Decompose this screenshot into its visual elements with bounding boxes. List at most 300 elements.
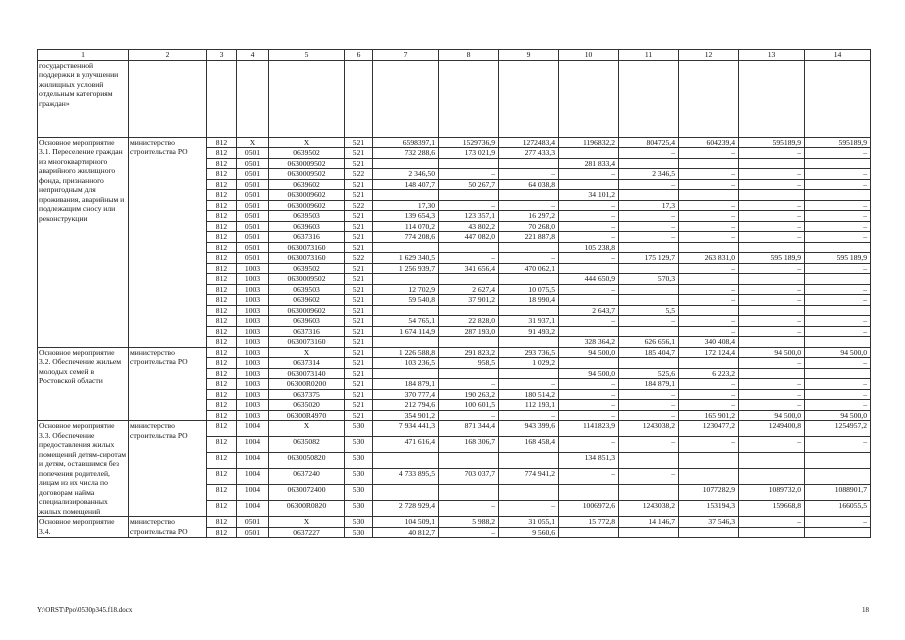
table-cell: 06300R4970: [269, 410, 345, 421]
table-cell: 1004: [237, 437, 269, 453]
table-cell: 530: [345, 501, 373, 517]
table-cell: 812: [207, 501, 237, 517]
table-cell: [679, 242, 739, 253]
table-cell: [739, 190, 805, 201]
table-cell: [373, 305, 439, 316]
table-cell: –: [679, 326, 739, 337]
table-cell: 812: [207, 148, 237, 159]
empty-cell: [439, 60, 499, 137]
table-cell: 10 075,5: [499, 284, 559, 295]
table-cell: –: [559, 284, 619, 295]
table-cell: 328 364,2: [559, 337, 619, 348]
table-cell: 570,3: [619, 274, 679, 285]
table-cell: [805, 337, 871, 348]
empty-cell: [129, 60, 207, 137]
table-cell: 521: [345, 379, 373, 390]
table-cell: [619, 326, 679, 337]
table-cell: [499, 337, 559, 348]
table-cell: –: [499, 169, 559, 180]
table-cell: [373, 337, 439, 348]
table-cell: –: [559, 469, 619, 485]
table-cell: –: [739, 221, 805, 232]
table-cell: 0639602: [269, 179, 345, 190]
table-cell: [559, 263, 619, 274]
table-cell: –: [739, 179, 805, 190]
table-cell: 595189,9: [805, 137, 871, 148]
table-cell: 166055,5: [805, 501, 871, 517]
table-cell: 168 458,4: [499, 437, 559, 453]
program-name-continuation: государственной поддержки в улучшении жилищных условий отдельным категориям граждан»: [38, 60, 129, 137]
table-cell: 0630009502: [269, 158, 345, 169]
table-cell: 1 226 588,8: [373, 347, 439, 358]
table-cell: [559, 527, 619, 538]
table-cell: –: [679, 148, 739, 159]
table-cell: 263 831,0: [679, 253, 739, 264]
table-cell: 812: [207, 295, 237, 306]
table-cell: [373, 274, 439, 285]
table-cell: –: [619, 389, 679, 400]
table-cell: 1004: [237, 485, 269, 501]
table-cell: [619, 284, 679, 295]
table-cell: 9 560,6: [499, 527, 559, 538]
table-cell: –: [619, 232, 679, 243]
table-cell: [559, 148, 619, 159]
table-cell: 06300R0200: [269, 379, 345, 390]
table-cell: –: [739, 379, 805, 390]
table-cell: –: [619, 469, 679, 485]
table-cell: 0630009602: [269, 200, 345, 211]
table-cell: 521: [345, 337, 373, 348]
column-header: 4: [237, 50, 269, 61]
table-cell: 54 765,1: [373, 316, 439, 327]
table-cell: –: [559, 379, 619, 390]
table-cell: 1003: [237, 389, 269, 400]
table-cell: 812: [207, 389, 237, 400]
table-cell: [805, 190, 871, 201]
table-cell: –: [559, 169, 619, 180]
table-cell: 0635020: [269, 400, 345, 411]
table-cell: –: [679, 211, 739, 222]
table-cell: 0639502: [269, 263, 345, 274]
column-header: 10: [559, 50, 619, 61]
activity-name: Основное мероприятие 3.3. Обеспечение предоставления жилых помещений детям-сиротам и детям, оставшимся без попечения родителей, лицам из их числа по договорам найма специализированных жилых помещений: [38, 421, 129, 517]
table-cell: 12 702,9: [373, 284, 439, 295]
table-cell: [739, 158, 805, 169]
table-cell: 522: [345, 200, 373, 211]
table-cell: –: [679, 379, 739, 390]
table-cell: 1004: [237, 453, 269, 469]
table-cell: 470 062,1: [499, 263, 559, 274]
table-cell: [679, 453, 739, 469]
table-cell: [559, 326, 619, 337]
table-cell: 212 794,6: [373, 400, 439, 411]
table-cell: 15 772,8: [559, 517, 619, 528]
table-cell: [679, 190, 739, 201]
table-cell: –: [499, 253, 559, 264]
table-cell: 4 733 895,5: [373, 469, 439, 485]
table-row: [38, 137, 871, 148]
table-cell: 0501: [237, 158, 269, 169]
table-cell: 812: [207, 200, 237, 211]
table-cell: –: [739, 169, 805, 180]
table-cell: 0501: [237, 253, 269, 264]
table-cell: –: [679, 232, 739, 243]
table-cell: 06300R0820: [269, 501, 345, 517]
table-cell: 703 037,7: [439, 469, 499, 485]
table-cell: 958,5: [439, 358, 499, 369]
table-cell: 604239,4: [679, 137, 739, 148]
table-cell: 172 124,4: [679, 347, 739, 358]
table-cell: 0501: [237, 242, 269, 253]
table-cell: 94 500,0: [739, 410, 805, 421]
table-cell: 2 346,50: [373, 169, 439, 180]
column-header: 3: [207, 50, 237, 61]
table-cell: 812: [207, 326, 237, 337]
table-cell: X: [269, 517, 345, 528]
table-cell: [439, 337, 499, 348]
table-cell: 812: [207, 137, 237, 148]
table-cell: 2 643,7: [559, 305, 619, 316]
table-cell: 105 238,8: [559, 242, 619, 253]
table-cell: –: [805, 400, 871, 411]
table-cell: [439, 274, 499, 285]
table-cell: 0639603: [269, 221, 345, 232]
table-cell: 114 070,2: [373, 221, 439, 232]
table-cell: [439, 242, 499, 253]
table-cell: 0630073160: [269, 337, 345, 348]
table-cell: 37 901,2: [439, 295, 499, 306]
table-cell: 293 736,5: [499, 347, 559, 358]
table-cell: 1003: [237, 263, 269, 274]
table-cell: 1272483,4: [499, 137, 559, 148]
table-cell: 43 802,2: [439, 221, 499, 232]
table-cell: 0501: [237, 200, 269, 211]
column-header: 9: [499, 50, 559, 61]
table-cell: –: [679, 295, 739, 306]
table-cell: –: [559, 410, 619, 421]
table-cell: –: [805, 263, 871, 274]
table-cell: [559, 295, 619, 306]
table-cell: –: [805, 179, 871, 190]
table-cell: [805, 527, 871, 538]
table-cell: 812: [207, 358, 237, 369]
table-cell: –: [739, 211, 805, 222]
table-cell: –: [439, 379, 499, 390]
table-cell: 16 297,2: [499, 211, 559, 222]
table-cell: 1077282,9: [679, 485, 739, 501]
table-cell: 1089732,0: [739, 485, 805, 501]
table-cell: 0630009602: [269, 305, 345, 316]
table-cell: 521: [345, 316, 373, 327]
table-cell: 812: [207, 221, 237, 232]
table-cell: 0637314: [269, 358, 345, 369]
table-cell: –: [619, 211, 679, 222]
table-cell: –: [739, 284, 805, 295]
table-cell: –: [805, 316, 871, 327]
table-cell: 153194,3: [679, 501, 739, 517]
table-cell: 812: [207, 158, 237, 169]
table-cell: 1 629 340,5: [373, 253, 439, 264]
table-cell: 184 879,1: [619, 379, 679, 390]
table-cell: –: [679, 221, 739, 232]
table-cell: [739, 469, 805, 485]
table-cell: 70 268,0: [499, 221, 559, 232]
table-cell: 1003: [237, 347, 269, 358]
table-cell: 17,30: [373, 200, 439, 211]
table-cell: 0639503: [269, 284, 345, 295]
table-cell: 5 988,2: [439, 517, 499, 528]
table-cell: 812: [207, 179, 237, 190]
table-cell: –: [805, 221, 871, 232]
table-cell: 0637240: [269, 469, 345, 485]
table-cell: 812: [207, 517, 237, 528]
table-cell: 0501: [237, 517, 269, 528]
table-cell: [439, 368, 499, 379]
table-cell: 812: [207, 316, 237, 327]
table-cell: 521: [345, 137, 373, 148]
table-cell: –: [679, 263, 739, 274]
table-cell: 6598397,1: [373, 137, 439, 148]
table-cell: –: [619, 410, 679, 421]
column-header: 5: [269, 50, 345, 61]
table-row: [38, 347, 871, 358]
table-cell: –: [559, 437, 619, 453]
table-cell: 774 208,6: [373, 232, 439, 243]
table-cell: 17,3: [619, 200, 679, 211]
table-cell: X: [269, 137, 345, 148]
table-cell: –: [805, 389, 871, 400]
table-cell: [619, 358, 679, 369]
table-cell: 0639503: [269, 211, 345, 222]
table-cell: [679, 305, 739, 316]
table-cell: 1088901,7: [805, 485, 871, 501]
table-cell: 812: [207, 337, 237, 348]
table-cell: 812: [207, 169, 237, 180]
footer-file-path: Y:\ORST\Ppo\0530p345.f18.docx: [37, 606, 133, 614]
table-cell: 521: [345, 389, 373, 400]
table-cell: [805, 242, 871, 253]
empty-cell: [207, 60, 237, 137]
table-cell: –: [739, 232, 805, 243]
table-cell: 340 408,4: [679, 337, 739, 348]
table-cell: 521: [345, 295, 373, 306]
table-cell: 0639603: [269, 316, 345, 327]
table-cell: 732 288,6: [373, 148, 439, 159]
table-cell: –: [619, 221, 679, 232]
table-cell: [679, 527, 739, 538]
table-cell: [619, 527, 679, 538]
table-cell: 1 674 114,9: [373, 326, 439, 337]
table-cell: [619, 242, 679, 253]
table-cell: 812: [207, 190, 237, 201]
table-cell: 104 509,1: [373, 517, 439, 528]
table-cell: –: [439, 169, 499, 180]
table-cell: 521: [345, 274, 373, 285]
table-cell: [559, 358, 619, 369]
table-cell: 943 399,6: [499, 421, 559, 437]
table-cell: 0501: [237, 190, 269, 201]
empty-cell: [499, 60, 559, 137]
table-row: [38, 517, 871, 528]
table-cell: [373, 453, 439, 469]
table-cell: 530: [345, 421, 373, 437]
table-cell: 530: [345, 453, 373, 469]
table-cell: –: [439, 200, 499, 211]
table-cell: 159668,8: [739, 501, 805, 517]
table-cell: 521: [345, 368, 373, 379]
table-cell: 37 546,3: [679, 517, 739, 528]
table-cell: 0635082: [269, 437, 345, 453]
table-cell: 0630050820: [269, 453, 345, 469]
table-cell: 812: [207, 527, 237, 538]
table-cell: 1004: [237, 501, 269, 517]
table-cell: 1254957,2: [805, 421, 871, 437]
table-cell: [499, 274, 559, 285]
column-header: 6: [345, 50, 373, 61]
table-cell: [499, 368, 559, 379]
table-cell: 185 404,7: [619, 347, 679, 358]
table-cell: 1003: [237, 368, 269, 379]
table-cell: 31 937,1: [499, 316, 559, 327]
table-cell: 1004: [237, 469, 269, 485]
table-cell: 530: [345, 485, 373, 501]
table-cell: 2 627,4: [439, 284, 499, 295]
table-cell: 31 055,1: [499, 517, 559, 528]
table-cell: 0637316: [269, 326, 345, 337]
table-cell: 812: [207, 253, 237, 264]
table-cell: [739, 305, 805, 316]
table-cell: 2 728 929,4: [373, 501, 439, 517]
table-cell: 0501: [237, 148, 269, 159]
table-cell: 94 500,0: [739, 347, 805, 358]
table-cell: –: [739, 400, 805, 411]
table-cell: X: [237, 137, 269, 148]
table-cell: 0630072400: [269, 485, 345, 501]
table-cell: 521: [345, 179, 373, 190]
table-cell: 444 650,9: [559, 274, 619, 285]
activity-name: Основное мероприятие 3.4.: [38, 517, 129, 538]
table-cell: –: [679, 169, 739, 180]
budget-table: [37, 49, 871, 538]
empty-cell: [269, 60, 345, 137]
table-cell: –: [679, 284, 739, 295]
table-cell: 1003: [237, 400, 269, 411]
table-cell: 1 256 939,7: [373, 263, 439, 274]
table-cell: 812: [207, 284, 237, 295]
table-cell: –: [739, 148, 805, 159]
table-cell: 100 601,5: [439, 400, 499, 411]
column-header: 14: [805, 50, 871, 61]
table-cell: 0630009602: [269, 190, 345, 201]
table-cell: 521: [345, 305, 373, 316]
table-cell: 521: [345, 190, 373, 201]
table-cell: –: [805, 517, 871, 528]
table-cell: –: [805, 148, 871, 159]
table-cell: 18 990,4: [499, 295, 559, 306]
table-cell: 0630073160: [269, 242, 345, 253]
table-cell: [679, 358, 739, 369]
table-cell: 123 357,1: [439, 211, 499, 222]
table-cell: [619, 295, 679, 306]
table-cell: 812: [207, 400, 237, 411]
table-cell: 812: [207, 410, 237, 421]
table-cell: 812: [207, 263, 237, 274]
table-cell: 812: [207, 469, 237, 485]
table-cell: –: [739, 358, 805, 369]
table-cell: [739, 527, 805, 538]
table-cell: 521: [345, 263, 373, 274]
page-number: 18: [862, 606, 869, 614]
table-cell: 1196832,2: [559, 137, 619, 148]
table-cell: 184 879,1: [373, 379, 439, 390]
table-cell: 2 346,5: [619, 169, 679, 180]
table-cell: –: [739, 517, 805, 528]
table-cell: –: [739, 263, 805, 274]
table-cell: 277 433,3: [499, 148, 559, 159]
table-cell: 521: [345, 358, 373, 369]
table-cell: 1003: [237, 337, 269, 348]
table-cell: 94 500,0: [805, 410, 871, 421]
empty-cell: [559, 60, 619, 137]
table-cell: 173 021,9: [439, 148, 499, 159]
table-cell: 1003: [237, 284, 269, 295]
table-cell: –: [559, 389, 619, 400]
empty-cell: [373, 60, 439, 137]
table-row: [38, 421, 871, 437]
table-cell: 1003: [237, 326, 269, 337]
table-cell: [499, 190, 559, 201]
table-cell: 530: [345, 517, 373, 528]
table-cell: 148 407,7: [373, 179, 439, 190]
table-cell: –: [439, 410, 499, 421]
table-cell: 0501: [237, 169, 269, 180]
table-cell: [805, 368, 871, 379]
table-cell: –: [559, 211, 619, 222]
table-cell: 59 540,8: [373, 295, 439, 306]
table-cell: 64 038,8: [499, 179, 559, 190]
table-cell: 139 654,3: [373, 211, 439, 222]
table-cell: 595 189,9: [739, 253, 805, 264]
table-cell: 0501: [237, 179, 269, 190]
table-cell: [619, 485, 679, 501]
table-body: [38, 50, 871, 538]
table-cell: 812: [207, 232, 237, 243]
table-cell: 5,5: [619, 305, 679, 316]
table-cell: 0630009502: [269, 274, 345, 285]
table-cell: –: [805, 200, 871, 211]
table-cell: 281 833,4: [559, 158, 619, 169]
table-cell: 812: [207, 347, 237, 358]
table-cell: 525,6: [619, 368, 679, 379]
table-cell: 530: [345, 437, 373, 453]
table-cell: 1243038,2: [619, 421, 679, 437]
table-cell: 471 616,4: [373, 437, 439, 453]
table-cell: –: [739, 295, 805, 306]
table-cell: [679, 274, 739, 285]
table-cell: 0630009502: [269, 169, 345, 180]
table-cell: [559, 179, 619, 190]
table-cell: 40 812,7: [373, 527, 439, 538]
table-cell: 1004: [237, 421, 269, 437]
executor-name: министерство строительства РО: [129, 347, 207, 421]
activity-name: Основное мероприятие 3.2. Обеспечение жильем молодых семей в Ростовской области: [38, 347, 129, 421]
table-cell: –: [679, 179, 739, 190]
table-cell: –: [439, 527, 499, 538]
table-cell: [739, 453, 805, 469]
table-cell: 1003: [237, 358, 269, 369]
executor-name: министерство строительства РО: [129, 421, 207, 517]
table-cell: –: [805, 169, 871, 180]
